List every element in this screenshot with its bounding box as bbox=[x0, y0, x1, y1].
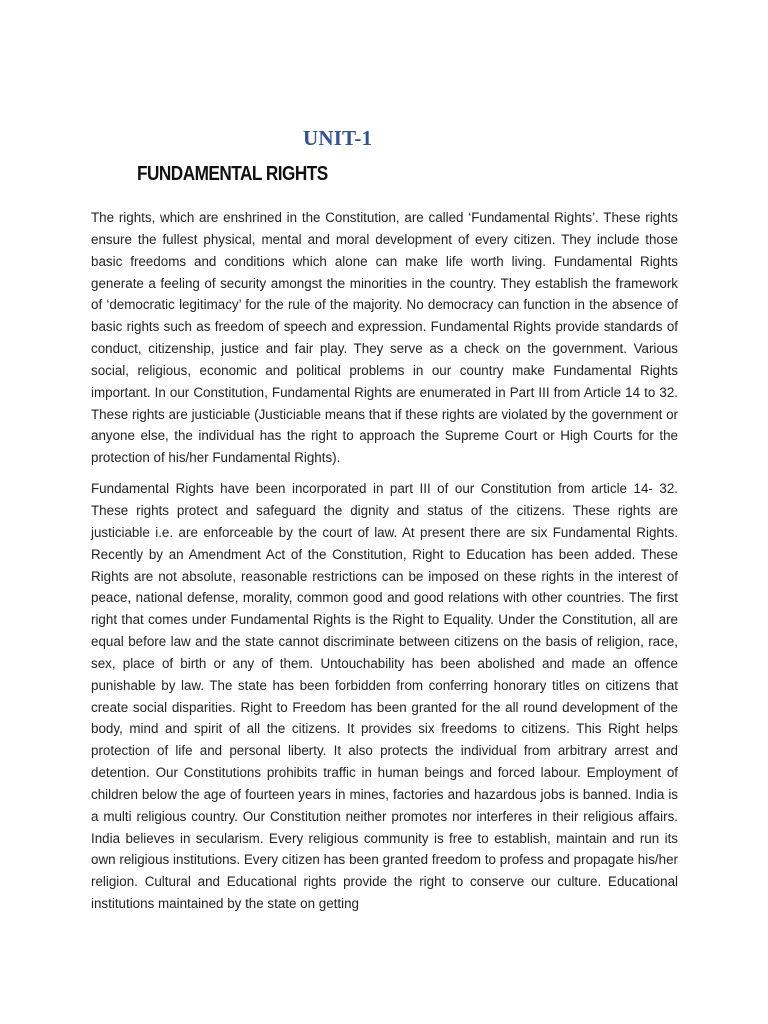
unit-title: UNIT-1 bbox=[303, 126, 373, 150]
paragraph-1: The rights, which are enshrined in the Constitution, are called ‘Fundamental Rights’. These rights ensure the fullest physical, mental and moral development of every citizen. They include those basic freedoms and conditions which alone can make life worth living. Fundamental Rights generate a feeling of security amongst the minorities in the country. They establish the framework of ‘democratic legitimacy’ for the rule of the majority. No democracy can function in the absence of basic rights such as freedom of speech and expression. Fundamental Rights provide standards of conduct, citizenship, justice and fair play. They serve as a check on the government. Various social, religious, economic and political problems in our country make Fundamental Rights important. In our Constitution, Fundamental Rights are enumerated in Part III from Article 14 to 32. These rights are justiciable (Justiciable means that if these rights are violated by the government or anyone else, the individual has the right to approach the Supreme Court or High Courts for the protection of his/her Fundamental Rights). bbox=[91, 210, 678, 466]
chapter-title: FUNDAMENTAL RIGHTS bbox=[137, 163, 328, 185]
paragraph-2: Fundamental Rights have been incorporated in part III of our Constitution from article 14- 32. These rights protect and safeguard the dignity and status of the citizens. These rights are justiciable i.e. are enforceable by the court of law. At present there are six Fundamental Rights. Recently by an Amendment Act of the Constitution, Right to Education has been added. These Rights are not absolute, reasonable restrictions can be imposed on these rights in the interest of peace, national defense, morality, common good and good relations with other countries. The first right that comes under Fundamental Rights is the Right to Equality. Under the Constitution, all are equal before law and the state cannot discriminate between citizens on the basis of religion, race, sex, place of birth or any of them. Untouchability has been abolished and made an offence punishable by law. The state has been forbidden from conferring honorary titles on citizens that create social disparities. Right to Freedom has been granted for the all round development of the body, mind and spirit of all the citizens. It provides six freedoms to citizens. This Right helps protection of life and personal liberty. It also protects the individual from arbitrary arrest and detention. Our Constitutions prohibits traffic in human beings and forced labour. Employment of children below the age of fourteen years in mines, factories and hazardous jobs is banned. India is a multi religious country. Our Constitution neither promotes nor interferes in their religious affairs. India believes in secularism. Every religious community is free to establish, maintain and run its own religious institutions. Every citizen has been granted freedom to profess and propagate his/her religion. Cultural and Educational rights provide the right to conserve our culture. Educational institutions maintained by the state on getting bbox=[91, 481, 678, 912]
body-text bbox=[91, 207, 678, 924]
